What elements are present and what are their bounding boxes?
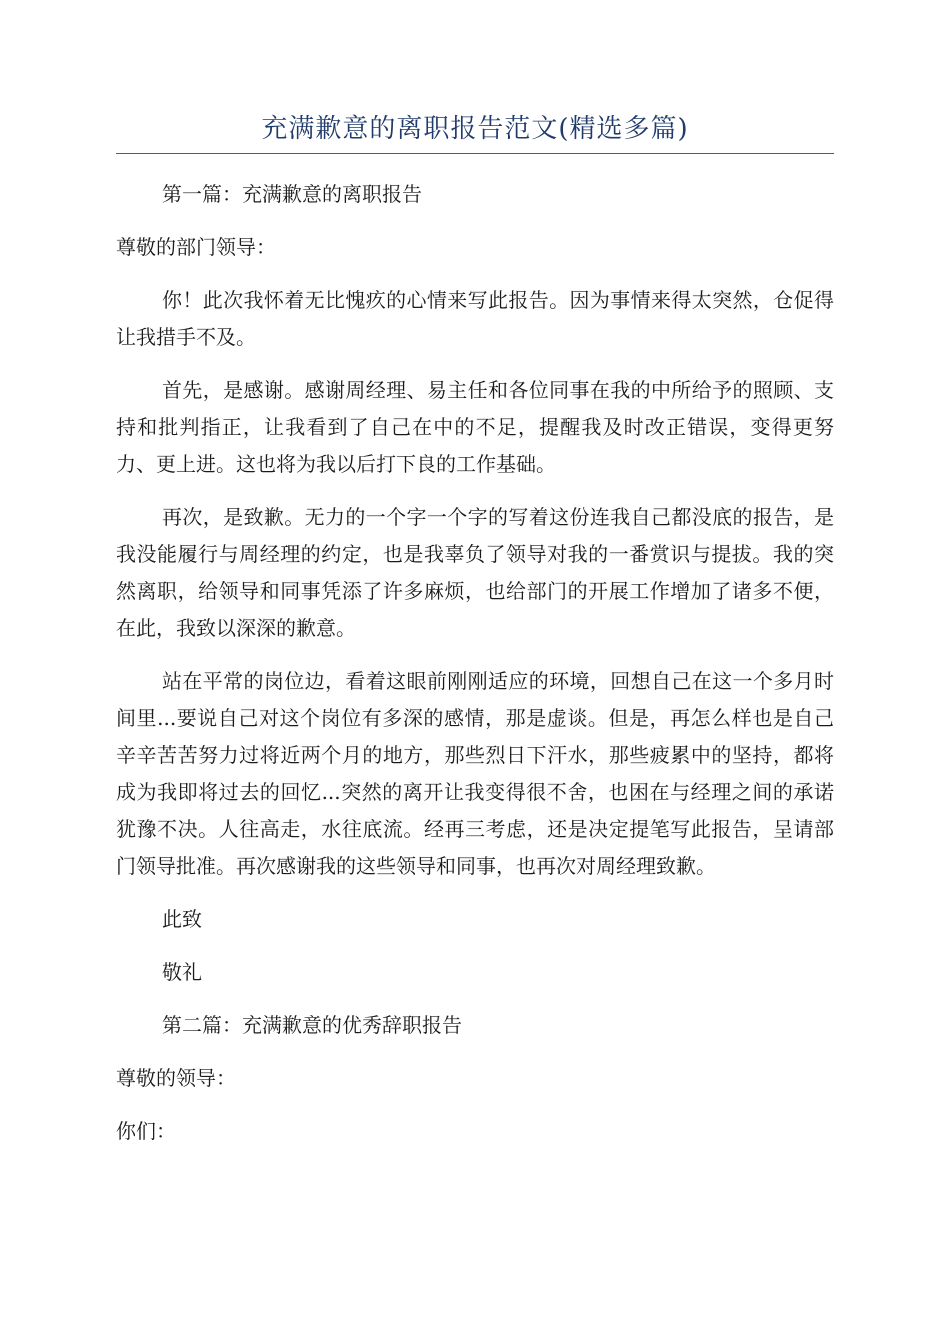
- salutation-1: 尊敬的部门领导：: [116, 235, 276, 259]
- greeting-line: 你们：: [116, 1119, 176, 1143]
- section-heading-1: 第一篇：充满歉意的离职报告: [162, 182, 422, 206]
- closing-line-2: 敬礼: [162, 960, 202, 984]
- closing-line-1: 此致: [162, 907, 202, 931]
- paragraph-intro: 你！此次我怀着无比愧疚的心情来写此报告。因为事情来得太突然，仓促得让我措手不及。: [116, 288, 834, 349]
- paragraph-apology: 再次，是致歉。无力的一个字一个字的写着这份连我自己都没底的报告，是我没能履行与周经理的约定，也是我辜负了领导对我的一番赏识与提拔。我的突然离职，给领导和同事凭添了许多麻烦，也给部门的开展工作增加了诸多不便，在此，我致以深深的歉意。: [116, 505, 834, 640]
- paragraph-reflection: 站在平常的岗位边，看着这眼前刚刚适应的环境，回想自己在这一个多月时间里...要说自己对这个岗位有多深的感情，那是虚谈。但是，再怎么样也是自己辛辛苦苦努力过将近两个月的地方，那些烈日下汗水，那些疲累中的坚持，都将成为我即将过去的回忆...突然的离开让我变得很不舍，也困在与经理之间的承诺犹豫不决。人往高走，水往底流。经再三考虑，还是决定提笔写此报告，呈请部门领导批准。再次感谢我的这些领导和同事，也再次对周经理致歉。: [116, 669, 834, 878]
- salutation-2: 尊敬的领导：: [116, 1066, 236, 1090]
- document-body: [116, 176, 834, 1166]
- section-heading-2: 第二篇：充满歉意的优秀辞职报告: [162, 1013, 462, 1037]
- paragraph-thanks: 首先，是感谢。感谢周经理、易主任和各位同事在我的中所给予的照顾、支持和批判指正，让我看到了自己在中的不足，提醒我及时改正错误，变得更努力、更上进。这也将为我以后打下良的工作基础。: [116, 378, 834, 476]
- title-underline: [116, 153, 834, 154]
- document-title: 充满歉意的离职报告范文(精选多篇): [261, 114, 689, 144]
